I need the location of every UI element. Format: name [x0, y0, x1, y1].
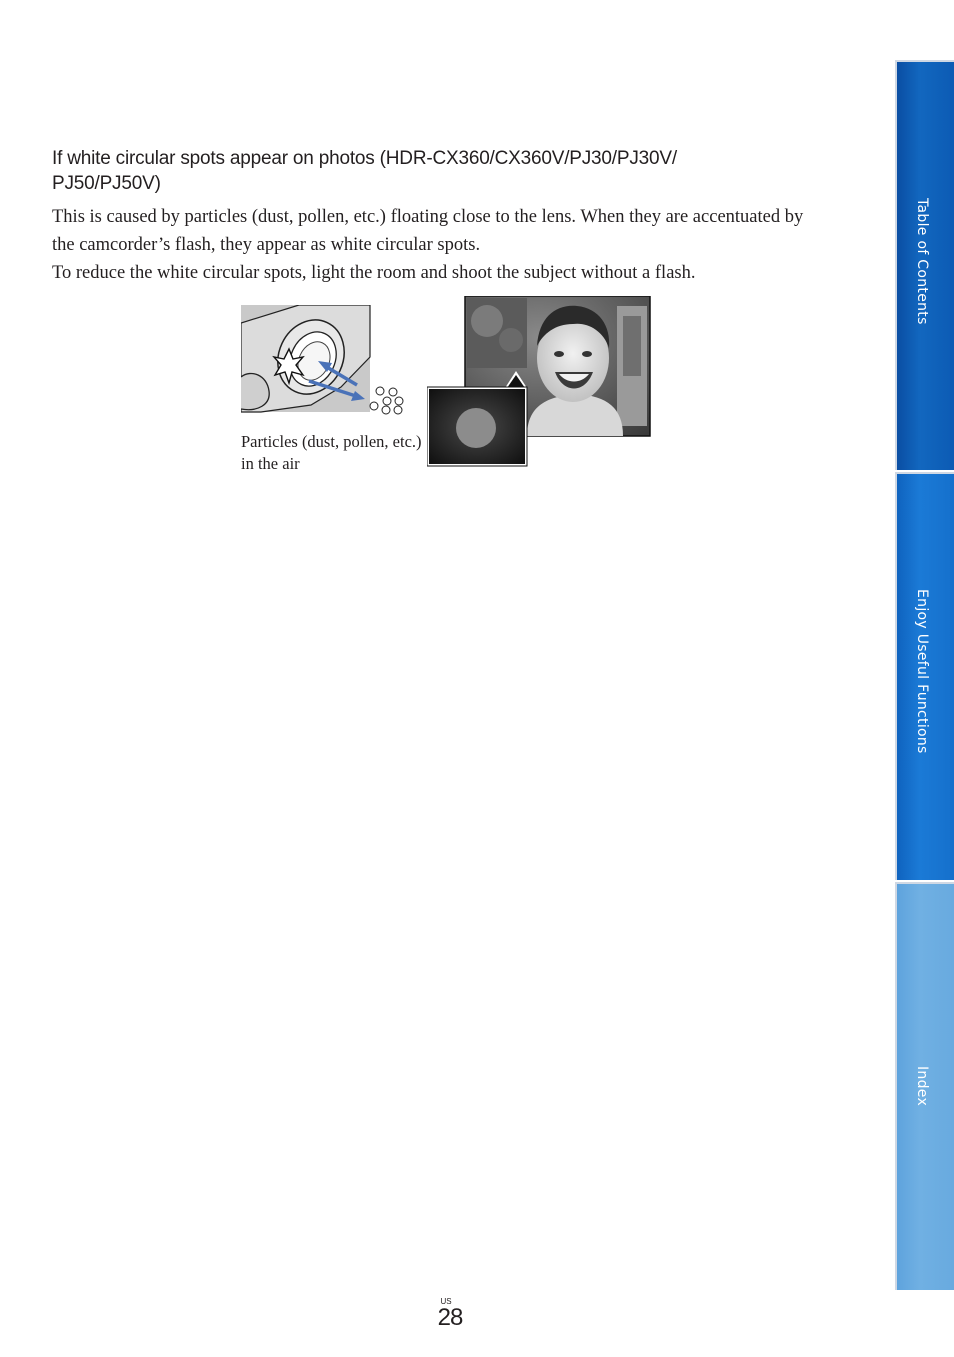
tab-index[interactable] — [895, 882, 954, 1290]
page-number-block — [430, 1297, 470, 1330]
section-body — [52, 203, 812, 287]
tab-enjoy-useful-functions[interactable] — [895, 472, 954, 880]
camcorder-flash-illustration — [241, 305, 411, 415]
page-number: 28 — [437, 1304, 463, 1331]
tip-paragraph: To reduce the white circular spots, light the room and shoot the subject without a flash. — [52, 263, 696, 283]
tab-label-table-of-contents: Table of Contents — [914, 198, 930, 325]
section-heading: If white circular spots appear on photos (HDR-CX360/CX360V/PJ30/PJ30V/ PJ50/PJ50V) — [52, 148, 677, 194]
particles-icon — [370, 387, 403, 414]
tab-label-enjoy-useful-functions: Enjoy Useful Functions — [914, 589, 930, 754]
page-region-label: US — [440, 1297, 452, 1306]
illustration-caption: Particles (dust, pollen, etc.) in the air — [241, 432, 422, 473]
explanation-paragraph: This is caused by particles (dust, pollen, etc.) floating close to the lens. When they are accentuated by the camcorder’s flash, they appear as white circular spots. — [52, 207, 804, 255]
tab-table-of-contents[interactable] — [895, 60, 954, 470]
photo-with-white-spot — [427, 296, 651, 468]
tab-label-index: Index — [914, 1066, 930, 1107]
flash-particles-illustration — [241, 296, 656, 476]
side-navigation-tabs — [895, 60, 954, 1290]
